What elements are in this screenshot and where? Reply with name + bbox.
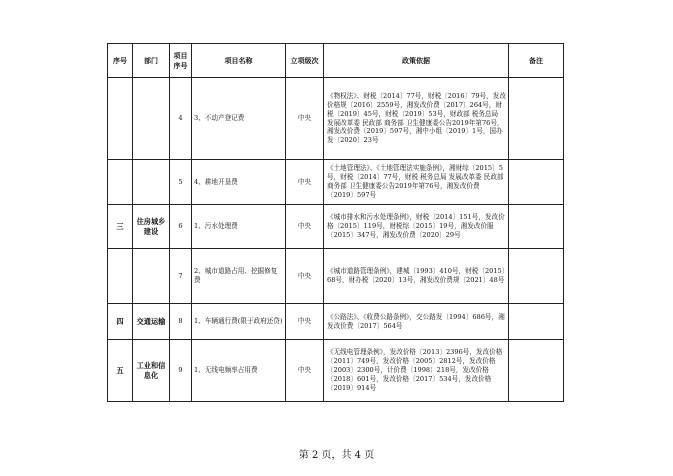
header-basis: 政策依据 xyxy=(324,44,509,78)
row-seq xyxy=(108,78,133,160)
row-level: 中央 xyxy=(286,249,324,304)
row-note xyxy=(509,340,564,402)
header-seq: 序号 xyxy=(108,44,133,78)
row-dept: 工业和信息化 xyxy=(133,340,170,402)
header-note: 备注 xyxy=(509,44,564,78)
header-item-no: 项目序号 xyxy=(170,44,192,78)
row-item-no: 7 xyxy=(170,249,192,304)
table-row xyxy=(108,160,564,205)
row-dept xyxy=(133,160,170,205)
row-note xyxy=(509,160,564,205)
row-dept xyxy=(133,249,170,304)
row-item-name: 1、车辆通行费(限于政府还贷) xyxy=(192,304,286,340)
row-item-name: 2、城市道路占用、挖掘修复费 xyxy=(192,249,286,304)
row-item-no: 4 xyxy=(170,78,192,160)
row-item-no: 6 xyxy=(170,205,192,249)
row-item-name: 1、污水处理费 xyxy=(192,205,286,249)
row-basis: 《土地管理法》、《土地管理法实施条例》，湘财综〔2015〕5号，财税〔2014〕77号，财税 税务总局 发展改革委 民政部 商务部 卫生健康委公告2019年第76号，湘发改价费〔2019〕597号 xyxy=(324,160,509,205)
row-seq xyxy=(108,160,133,205)
header-level: 立项级次 xyxy=(286,44,324,78)
row-item-no: 8 xyxy=(170,304,192,340)
row-note xyxy=(509,205,564,249)
row-basis: 《城市道路管理条例》，建城〔1993〕410号，财税〔2015〕68号，财办税〔2020〕13号，湘发改价费规〔2021〕48号 xyxy=(324,249,509,304)
row-note xyxy=(509,249,564,304)
header-dept: 部门 xyxy=(133,44,170,78)
row-basis: 《城市排水和污水处理条例》，财税〔2014〕151号，发改价格〔2015〕119号，财税综〔2015〕19号，湘发改价服〔2015〕347号，湘发改价费〔2020〕29号 xyxy=(324,205,509,249)
row-item-name: 3、不动产登记费 xyxy=(192,78,286,160)
row-basis: 《公路法》、《收费公路条例》，交公路发〔1994〕686号，湘发改价费〔2017〕564号 xyxy=(324,304,509,340)
row-note xyxy=(509,78,564,160)
row-item-name: 4、耕地开垦费 xyxy=(192,160,286,205)
row-item-name: 1、无线电频率占用费 xyxy=(192,340,286,402)
row-basis: 《无线电管理条例》，发改价格〔2013〕2396号，发改价格〔2011〕749号，发改价格〔2005〕2812号，发改价格〔2003〕2300号，计价费〔1998〕218号，发改价格〔2018〕601号，发改价格〔2017〕534号，发改价格〔2019〕914号 xyxy=(324,340,509,402)
header-row xyxy=(108,44,564,78)
table-row xyxy=(108,249,564,304)
row-level: 中央 xyxy=(286,205,324,249)
row-level: 中央 xyxy=(286,78,324,160)
row-dept: 交通运输 xyxy=(133,304,170,340)
row-dept xyxy=(133,78,170,160)
row-item-no: 9 xyxy=(170,340,192,402)
table-row xyxy=(108,205,564,249)
header-item-name: 项目名称 xyxy=(192,44,286,78)
row-note xyxy=(509,304,564,340)
row-level: 中央 xyxy=(286,160,324,205)
fee-table xyxy=(107,43,564,402)
table-row xyxy=(108,304,564,340)
table-row xyxy=(108,340,564,402)
table-row xyxy=(108,78,564,160)
row-seq: 四 xyxy=(108,304,133,340)
row-seq: 三 xyxy=(108,205,133,249)
row-seq: 五 xyxy=(108,340,133,402)
row-basis: 《物权法》、财税〔2014〕77号，财税〔2016〕79号，发改价格规〔2016〕2559号，湘发改价费〔2017〕264号，财税〔2019〕45号，财税〔2019〕53号，财政部 税务总局 发展改革委 民政部 商务部 卫生健康委公告2019年第76号，湘发改价费〔2019〕597号，湘中小组〔2019〕1号，国办发〔2020〕23号 xyxy=(324,78,509,160)
page-footer: 第 2 页，共 4 页 xyxy=(298,450,375,461)
row-level: 中央 xyxy=(286,304,324,340)
row-level: 中央 xyxy=(286,340,324,402)
row-dept: 住房城乡建设 xyxy=(133,205,170,249)
row-seq xyxy=(108,249,133,304)
row-item-no: 5 xyxy=(170,160,192,205)
